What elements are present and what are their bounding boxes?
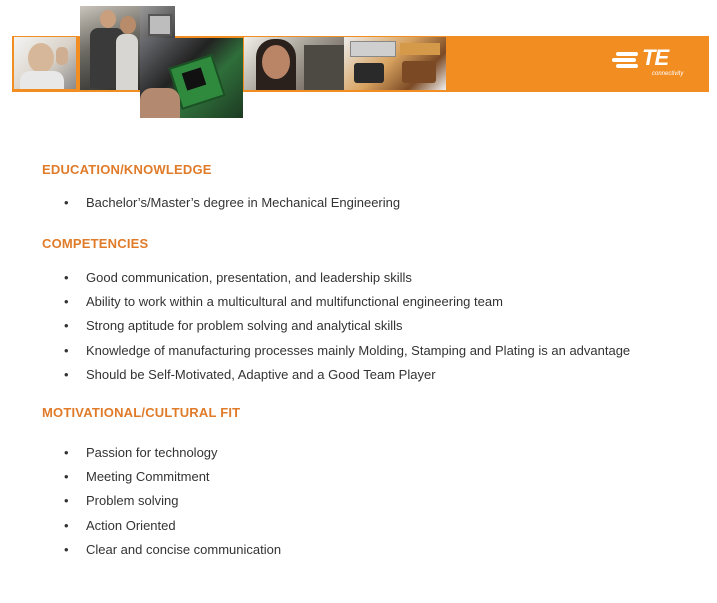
list-item: • Knowledge of manufacturing processes mainly Molding, Stamping and Plating is an advantage: [0, 339, 630, 363]
bullet-icon: •: [64, 541, 69, 557]
education-list: [0, 191, 400, 215]
bullet-icon: •: [64, 195, 69, 210]
photo-circuit-board: [140, 38, 243, 118]
list-item: • Problem solving: [0, 489, 281, 513]
te-logo-text: TE: [642, 45, 669, 70]
photo-team-meeting: [80, 6, 140, 90]
list-item: • Strong aptitude for problem solving and analytical skills: [0, 314, 630, 338]
section-title-competencies: COMPETENCIES: [42, 236, 149, 251]
section-title-motivational: MOTIVATIONAL/CULTURAL FIT: [42, 405, 241, 420]
bullet-icon: •: [64, 469, 69, 485]
list-item: • Action Oriented: [0, 514, 281, 538]
photo-engineer-presenting: [14, 37, 76, 89]
bullet-icon: •: [64, 517, 69, 533]
list-item: • Bachelor’s/Master’s degree in Mechanical Engineering: [0, 191, 400, 215]
bullet-icon: •: [64, 270, 69, 285]
bullet-icon: •: [64, 366, 69, 382]
list-item: • Should be Self-Motivated, Adaptive and a Good Team Player: [0, 363, 630, 387]
bullet-icon: •: [64, 342, 69, 358]
competencies-list: [0, 266, 630, 387]
bullet-icon: •: [64, 493, 69, 509]
photo-connectors: [344, 37, 446, 90]
header-banner: [0, 0, 717, 120]
motivational-list: [0, 441, 281, 562]
list-item: • Meeting Commitment: [0, 465, 281, 489]
list-item: • Ability to work within a multicultural and multifunctional engineering team: [0, 290, 630, 314]
photo-smiling-woman: [244, 37, 344, 90]
section-title-education: EDUCATION/KNOWLEDGE: [42, 162, 212, 177]
list-item: • Clear and concise communication: [0, 538, 281, 562]
photo-component-closeup: [140, 6, 175, 40]
list-item: • Passion for technology: [0, 441, 281, 465]
bullet-icon: •: [64, 294, 69, 310]
te-logo-tagline: connectivity: [652, 71, 684, 77]
te-connectivity-logo: [612, 46, 698, 80]
bullet-icon: •: [64, 318, 69, 334]
bullet-icon: •: [64, 445, 69, 460]
list-item: • Good communication, presentation, and leadership skills: [0, 266, 630, 290]
